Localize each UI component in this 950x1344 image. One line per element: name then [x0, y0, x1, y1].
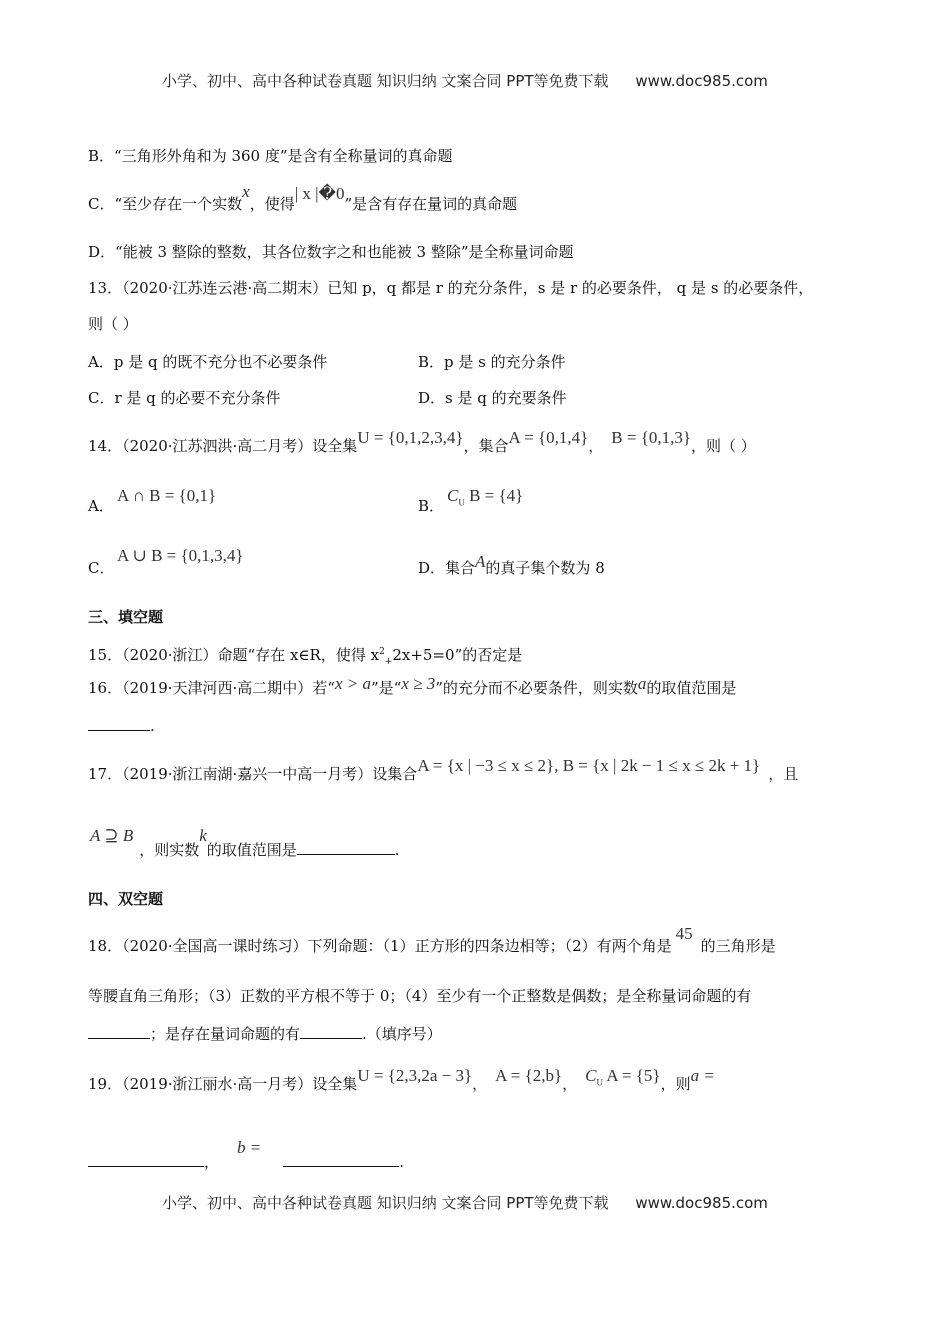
- footer-banner: [162, 1192, 768, 1213]
- q14-d-text: D．集合: [418, 559, 476, 577]
- q14-set-a: A = {0,1,4}: [508, 428, 589, 447]
- q12-c-mid: ，使得: [249, 195, 295, 213]
- q16-math2: x ≥ 3: [401, 674, 436, 693]
- section-4-title: 四、双空题: [88, 890, 164, 908]
- q17-mid: ，则实数: [139, 841, 200, 859]
- q19-set-a: A = {2,b}: [495, 1066, 563, 1085]
- q14-stem: [88, 428, 756, 456]
- q14-set-u: U = {0,1,2,3,4}: [357, 428, 464, 447]
- q14-option-b: [418, 496, 444, 516]
- q15-plus: +: [384, 657, 393, 667]
- header-text: 小学、初中、高中各种试卷真题 知识归纳 文案合同 PPT等免费下载: [162, 72, 609, 90]
- q12-c-post: ”是含有存在量词的真命题: [344, 195, 518, 213]
- q18-end: .（填序号）: [362, 1025, 442, 1043]
- q14-b-label: B．: [418, 497, 445, 515]
- q17-stem: [88, 756, 799, 784]
- q18-blank-1[interactable]: [88, 1024, 150, 1039]
- q16-answer-line: [88, 716, 155, 736]
- q14-b-c: C: [447, 486, 459, 505]
- q14-option-c: [88, 558, 114, 578]
- q18-deg: 45: [675, 924, 693, 943]
- footer-text: 小学、初中、高中各种试卷真题 知识归纳 文案合同 PPT等免费下载: [162, 1194, 609, 1212]
- q14-b-math: [447, 486, 523, 507]
- footer-site-link[interactable]: www.doc985.com: [635, 1194, 768, 1212]
- q12-option-c: [88, 182, 518, 214]
- q18-post: 的三角形是: [700, 937, 776, 955]
- q18-mid: ；是存在量词命题的有: [150, 1025, 301, 1043]
- q19-c: C: [585, 1066, 597, 1085]
- q14-option-d: [418, 552, 605, 578]
- q13-option-c: C．r 是 q 的必要不充分条件: [88, 389, 281, 407]
- q19-line2: [88, 1138, 405, 1172]
- q19-text: 19．（2019·浙江丽水·高一月考）设全集: [88, 1075, 358, 1093]
- q14-b-math2: B = {4}: [469, 486, 524, 505]
- q17-math2: A ⊇ B: [90, 826, 134, 845]
- q19-sep3: ，则: [660, 1075, 691, 1093]
- q16-post1: ”的充分而不必要条件，则实数: [435, 679, 638, 697]
- q14-c-label: C．: [88, 559, 115, 577]
- q17-text: 17．（2019·浙江南湖·嘉兴一中高一月考）设集合: [88, 765, 418, 783]
- q19-sep2: ，: [562, 1075, 578, 1093]
- q15-sup: 2: [379, 647, 385, 657]
- q14-set-b: B = {0,1,3}: [611, 428, 692, 447]
- q19-complement: [585, 1066, 661, 1088]
- q15-text: 15．（2020·浙江）命题“存在 x∈R，使得 x: [88, 646, 380, 664]
- q19-comma: ，: [204, 1153, 220, 1171]
- q16-mid: ”是“: [371, 679, 402, 697]
- q13-stem-line2: 则（ ）: [88, 315, 138, 333]
- q17-math: A = {x | −3 ≤ x ≤ 2}, B = {x | 2k − 1 ≤ x ≤ 2k + 1}: [417, 756, 761, 775]
- q13-option-a: A．p 是 q 的既不充分也不必要条件: [88, 353, 328, 371]
- q14-d-var: A: [475, 552, 486, 571]
- q17-var: k: [199, 826, 207, 845]
- q12-c-math: | x |�0: [294, 184, 345, 203]
- q19-c2: A = {5}: [606, 1066, 661, 1085]
- q16-post2: 的取值范围是: [646, 679, 737, 697]
- q14-a-label: A．: [88, 497, 114, 515]
- q19-end: .: [399, 1153, 405, 1171]
- q17-post: 的取值范围是: [206, 841, 297, 859]
- q15-stem: [88, 642, 522, 672]
- q14-sep1: ，集合: [463, 437, 509, 455]
- q12-option-b: B．“三角形外角和为 360 度”是含有全称量词的真命题: [88, 147, 453, 165]
- q13-stem: 13．（2020·江苏连云港·高二期末）已知 p，q 都是 r 的充分条件，s 是 r 的必要条件， q 是 s 的必要条件，: [88, 279, 814, 297]
- q17-tail: ，且: [768, 765, 799, 783]
- q19-b-eq: b =: [237, 1138, 262, 1157]
- q12-c-text: C．“至少存在一个实数: [88, 195, 243, 213]
- header-banner: [162, 70, 768, 91]
- q16-blank[interactable]: [88, 716, 150, 731]
- q19-set-u: U = {2,3,2a − 3}: [357, 1066, 473, 1085]
- q16-end: .: [150, 717, 155, 735]
- q14-stem-text: 14．（2020·江苏泗洪·高二月考）设全集: [88, 437, 358, 455]
- q18-line3: [88, 1024, 442, 1044]
- q17-end: .: [394, 841, 400, 859]
- q14-c-math: A ∪ B = {0,1,3,4}: [117, 546, 244, 565]
- header-site-link[interactable]: www.doc985.com: [635, 72, 768, 90]
- q19-blank-a[interactable]: [88, 1152, 204, 1167]
- q16-stem: [88, 674, 737, 698]
- q18-line2: 等腰直角三角形；（3）正数的平方根不等于 0；（4）至少有一个正整数是偶数；是全称量词命题的有: [88, 987, 752, 1005]
- q19-blank-b[interactable]: [283, 1152, 399, 1167]
- q19-a-eq: a =: [690, 1066, 715, 1085]
- q16-text: 16．（2019·天津河西·高二期中）若“: [88, 679, 335, 697]
- q14-tail: ，则（ ）: [691, 437, 756, 455]
- q15-post: 2x+5=0”的否定是: [392, 646, 523, 664]
- q18-blank-2[interactable]: [300, 1024, 362, 1039]
- q12-c-var: x: [242, 182, 250, 201]
- q14-d-post: 的真子集个数为 8: [485, 559, 605, 577]
- q18-text: 18．（2020·全国高一课时练习）下列命题：（1）正方形的四条边相等；（2）有两个角是: [88, 937, 672, 955]
- q13-option-b: B．p 是 s 的充分条件: [418, 353, 566, 371]
- q14-sep2: ，: [588, 437, 604, 455]
- q12-option-d: D．“能被 3 整除的整数，其各位数字之和也能被 3 整除”是全称量词命题: [88, 243, 574, 261]
- q14-a-math: A ∩ B = {0,1}: [117, 486, 217, 505]
- q17-line2: [90, 826, 400, 860]
- q16-math1: x > a: [334, 674, 371, 693]
- q19-c-sub: U: [596, 1077, 604, 1088]
- q18-stem: [88, 924, 776, 956]
- q17-blank[interactable]: [297, 840, 395, 855]
- q16-var: a: [637, 674, 647, 693]
- section-3-title: 三、填空题: [88, 608, 164, 626]
- q13-option-d: D．s 是 q 的充要条件: [418, 389, 567, 407]
- q14-option-a: [88, 496, 114, 516]
- q14-b-sub: U: [458, 497, 465, 508]
- q19-stem: [88, 1066, 715, 1100]
- q19-sep1: ，: [472, 1075, 488, 1093]
